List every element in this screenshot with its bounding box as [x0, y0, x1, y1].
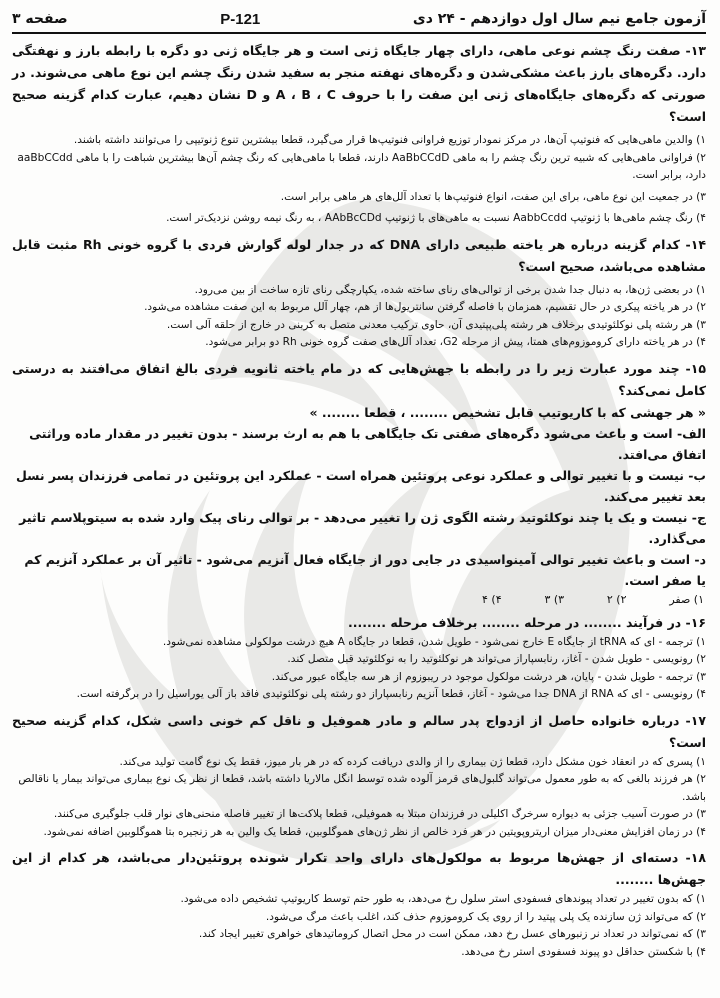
question-18 — [12, 847, 706, 961]
question-stem: ۱۸- دسته‌ای از جهش‌ها مربوط به مولکول‌های دارای واحد تکرار شونده پروتئین‌دار می‌باشد، هر کدام از این جهش‌ها ........ — [12, 850, 706, 887]
answer-option-2[interactable]: ۲) که می‌تواند ژن سازنده یک پلی پپتید را از روی یک کروموزوم حذف کند، اغلب باعث مرگ می‌شود. — [265, 910, 706, 923]
answer-option-4[interactable]: ۴) رونویسی - ای که RNA از DNA جدا می‌شود - آغاز، قطعا آنزیم رنابسپاراز دو رشته پلی نوکلئوتیدی فاقد باز آلی یوراسیل را در برگرفته است. — [76, 688, 706, 700]
statement-jim: ج- نیست و یک یا چند نوکلئوتید رشته الگوی ژن را تغییر می‌دهد - بر توالی رنای پیک وارد شده به سیتوپلاسم تاثیر می‌گذارد. — [19, 509, 706, 546]
answer-option-3[interactable]: ۳) ترجمه - طویل شدن - پایان، هر درشت مولکول موجود در ریبوزوم از هر سه جایگاه عبور می‌کند. — [271, 670, 706, 683]
question-stem: ۱۵- چند مورد عبارت زیر را در رابطه با جهش‌هایی که در مام یاخته ثانویه فردی بالغ اتفاق می‌افتند به درستی کامل نمی‌کند؟ — [12, 360, 706, 398]
answer-option-1[interactable]: ۱) در بعضی ژن‌ها، به دنبال جدا شدن برخی از توالی‌های رنای ساخته شده، یکپارچگی رنای تازه ساخت از بین می‌رود. — [194, 283, 706, 296]
question-15 — [12, 358, 706, 606]
statement-dal: د- است و باعث تغییر توالی آمینواسیدی در جایی دور از جایگاه فعال آنزیم می‌شود - تاثیر آن بر عملکرد آنزیم کم یا صفر است. — [24, 551, 706, 588]
answer-option-4[interactable]: ۴) با شکستن حداقل دو پیوند فسفودی استر رخ می‌دهد. — [461, 945, 706, 958]
answer-option-2[interactable]: ۲) هر فرزند بالغی که به طور معمول می‌تواند گلبول‌های قرمز آلوده شده توسط انگل مالاریا داشته باشد، قطعا از نظر یک نوع بیماری می‌تواند بیمار یا ناقالص باشد. — [18, 773, 706, 803]
question-16 — [12, 612, 706, 704]
question-stem: ۱۶- در فرآیند ........ در مرحله ........ برخلاف مرحله ........ — [348, 614, 706, 630]
question-13 — [12, 40, 706, 228]
answer-option-1[interactable]: ۱) والدین ماهی‌هایی که فنوتیپ آن‌ها، در مرکز نمودار توزیع فراوانی فنوتیپ‌ها قرار می‌گیرد، قطعا بیشترین تنوع ژنوتیپی را می‌توانند داشته باشند. — [73, 134, 706, 146]
statement-be: ب- نیست و با تغییر توالی و عملکرد نوعی پروتئین همراه است - عملکرد این پروتئین در تمامی فرزندان پسر نسل بعد تغییر می‌کند. — [15, 467, 706, 504]
answer-option-3[interactable]: ۳) هر رشته پلی نوکلئوتیدی برخلاف هر رشته پلی‌پپتیدی آن، حاوی ترکیب معدنی متصل به کربنی در خارج از حلقه آلی است. — [166, 318, 706, 331]
answer-option-1[interactable]: ۱) پسری که در انعقاد خون مشکل دارد، قطعا ژن بیماری را از والدی دریافت کرده که در هر بار میوز، فقط یک نوع گامت تولید می‌کند. — [119, 755, 706, 768]
answer-option-3[interactable]: ۳) در صورت آسیب جزئی به دیواره سرخرگ اکلیلی در فرزندان مبتلا به هموفیلی، قطعا پلاکت‌ها از تغییر فاصله منحنی‌های نوار قلب جلوگیری می‌کنند. — [53, 808, 706, 820]
answer-choices-row — [12, 591, 706, 606]
answer-option-3[interactable]: ۳) در جمعیت این نوع ماهی، برای این صفت، انواع فنوتیپ‌ها با تعداد آلل‌های هر ماهی برابر است. — [280, 190, 706, 203]
statement-alef: الف- است و باعث می‌شود دگره‌های صفتی تک جایگاهی با هم به ارث برسند - بدون تغییر در مقدار ماده وراثتی اتفاق می‌افتد. — [29, 425, 706, 462]
question-stem: ۱۳- صفت رنگ چشم نوعی ماهی، دارای چهار جایگاه ژنی است و هر جایگاه ژنی دو دگره با رابطه بارز و نهفتگی دارد. دگره‌های بارز باعث مشکی‌شدن و دگره‌های نهفته منجر به سفید شدن رنگ چشم این نوع ماهی می‌شوند. در صورتی که دگره‌های جایگاه‌های ژنی این صفت را با حروف A ، B ، C و D نشان دهیم، عبارت کدام گزینه صحیح است؟ — [12, 43, 707, 124]
exam-code: 121-P — [220, 10, 261, 28]
answer-option-1[interactable]: ۱) صفر — [669, 592, 704, 606]
answer-option-4[interactable]: ۴) در هر یاخته دارای کروموزوم‌های همتا، پیش از مرحله G2، تعداد آلل‌های صفت گروه خونی Rh دو برابر می‌شود. — [205, 336, 706, 348]
answer-option-4[interactable]: ۴) ۴ — [482, 592, 502, 606]
answer-option-2[interactable]: ۲) فراوانی ماهی‌هایی که شبیه ترین رنگ چشم را به ماهی AaBbCCdD دارند، قطعا با ماهی‌هایی که رنگ چشم آن‌ها بیشترین شباهت را با ماهی aaBbCCdd دارد، برابر است. — [17, 151, 706, 181]
answer-option-2[interactable]: ۲) ۲ — [606, 592, 627, 606]
answer-option-2[interactable]: ۲) رونویسی - طویل شدن - آغاز، رنابسپاراز می‌تواند هر نوکلئوتید را به نوکلئوتید قبل متصل کند. — [287, 653, 706, 665]
answer-option-3[interactable]: ۳) که نمی‌تواند در تعداد نر زنبورهای عسل رخ دهد، ممکن است در محل اتصال کروماتیدهای خواهری تغییر ایجاد کند. — [198, 928, 706, 940]
answer-option-4[interactable]: ۴) رنگ چشم ماهی‌ها با ژنوتیپ AabbCcdd نسبت به ماهی‌های با ژنوتیپ AAbBcCDd ، به رنگ نیمه روشن نزدیک‌تر است. — [166, 212, 706, 224]
page-number: صفحه ۳ — [12, 11, 68, 27]
answer-option-1[interactable]: ۱) ترجمه - ای که tRNA از جایگاه E خارج نمی‌شود - طویل شدن، قطعا در جایگاه A هیچ درشت مولکولی مشاهده نمی‌شود. — [162, 635, 706, 648]
exam-title: آزمون جامع نیم سال اول دوازدهم - ۲۴ دی — [412, 11, 706, 27]
question-stem: ۱۷- درباره خانواده حاصل از ازدواج پدر سالم و مادر هموفیل و ناقل کم خونی داسی شکل، کدام گزینه صحیح است؟ — [12, 712, 706, 750]
answer-option-4[interactable]: ۴) در زمان افزایش معنی‌دار میزان اریتروپویتین در هر فرد خالص از نظر ژن‌های هموگلوبین، قطعا یک والین به هر زنجیره بتا هموگلوبین اضافه نمی‌شود. — [43, 825, 706, 838]
question-quote: « هر جهشی که با کاریوتیپ قابل تشخیص ........ ، قطعا ........ » — [309, 404, 706, 420]
answer-option-3[interactable]: ۳) ۳ — [544, 592, 565, 606]
question-stem: ۱۴- کدام گزینه درباره هر یاخته طبیعی دارای DNA که در جدار لوله گوارش فردی با گروه خونی Rh مثبت قابل مشاهده می‌باشد، صحیح است؟ — [12, 236, 706, 274]
answer-option-1[interactable]: ۱) که بدون تغییر در تعداد پیوندهای فسفودی استر سلول رخ می‌دهد، به طور حتم توسط کاریوتیپ تشخیص داده می‌شود. — [180, 893, 706, 905]
answer-option-2[interactable]: ۲) در هر یاخته پیکری در حال تقسیم، همزمان با فاصله گرفتن سانتریول‌ها از هم، چهار آلل مربوط به این صفت مشاهده می‌شود. — [144, 301, 706, 313]
question-17 — [12, 710, 706, 842]
question-14 — [12, 234, 706, 352]
page-header — [12, 0, 706, 34]
